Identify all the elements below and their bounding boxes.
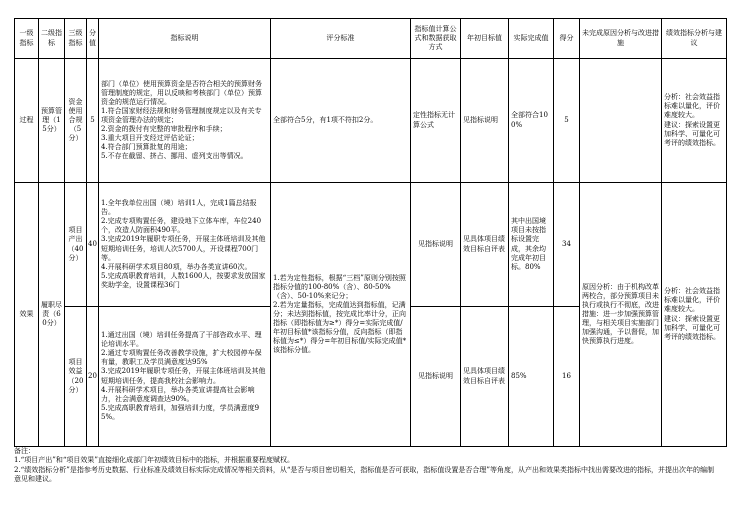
header-reason: 未完成原因分析与改进措施 — [580, 19, 662, 59]
header-level1: 一级指标 — [15, 19, 39, 59]
process-reason — [580, 59, 662, 183]
output-formula: 见指标说明 — [411, 183, 461, 307]
benefit-actual: 85% — [509, 307, 554, 447]
process-analysis: 分析：社会效益指标难以量化，评价难度较大。 建议：探索设置更加科学、可量化可考评的绩效指标。 — [662, 59, 727, 183]
header-analysis: 绩效指标分析与建议 — [662, 19, 727, 59]
header-got: 得分 — [554, 19, 580, 59]
benefit-level3: 项目效益（20分） — [65, 307, 87, 447]
header-row — [15, 19, 727, 59]
notes-line-1: 1.“项目产出”和“项目效果”直接细化成部门年初绩效目标中的指标，并根据重要程度赋权。 — [14, 456, 294, 465]
header-target: 年初目标值 — [461, 19, 509, 59]
effect-level1: 效果 — [15, 183, 39, 447]
process-desc: 部门（单位）使用预算资金是否符合相关的预算财务管理制度的规定，用以反映和考核部门（单位）预算资金的规范运行情况。 1.符合国家财经法规和财务管理制度规定以及有关专项资金管理办法的规定； 2.资金的拨付有完整的审批程序和手续； 3.重大项目开支经过评估论证； 4.符合部门预算批复的用途； 5.不存在截留、挤占、挪用、虚列支出等情况。 — [99, 59, 271, 183]
output-desc: 1.全年我单位出国（境）培训1人，完成1篇总结报告。 2.完成专项购置任务，建设地下立体车库，车位240个，改造人防面积490平。 3.完成2019年履职专项任务，开展主体班培训及其他短期培训任务，培训人次5700人，开设课程700门等。 4.开展科研学术项目80项，举办各类宣讲60次。 5.完成高职教育培训，人数1600人，按要求发放国家奖助学金，设置课程36门 — [99, 183, 271, 307]
output-target: 见具体项目绩效目标自评表 — [461, 183, 509, 307]
header-actual: 实际完成值 — [509, 19, 554, 59]
process-formula: 定性指标无计算公式 — [411, 59, 461, 183]
process-criteria: 全部符合5分，有1项不符扣2分。 — [271, 59, 411, 183]
process-got: 5 — [554, 59, 580, 183]
output-score: 40 — [87, 183, 99, 307]
process-level3: 资金使用合规（5分） — [65, 59, 87, 183]
header-formula: 指标值计算公式和数据获取方式 — [411, 19, 461, 59]
benefit-formula: 见指标说明 — [411, 307, 461, 447]
effect-criteria: 1.若为定性指标，根据“三档”原则分别按照指标分值的100-80%（含）、80-50%（含）、50-10%来记分； 2.若为定量指标，完成值达到指标值，记满分；未达到指标值，按完成比率计分，正向指标（即指标值为≥*）得分=实际完成值/年初目标值*该指标分值，反向指标（即指标值为≤*）得分=年初目标值/实际完成值*该指标分值。 — [271, 183, 411, 447]
process-actual: 全部符合100% — [509, 59, 554, 183]
output-actual: 其中出国境项目未按指标设置完成，其余均完成年初目标。80% — [509, 183, 554, 307]
process-level2: 预算管理（15分） — [39, 59, 65, 183]
output-level3: 项目产出（40分） — [65, 183, 87, 307]
notes-title: 备注： — [14, 447, 35, 455]
effect-level2: 履职尽责（60分） — [39, 183, 65, 447]
header-level2: 二级指标 — [39, 19, 65, 59]
notes-section — [14, 447, 718, 485]
header-level3: 三级指标 — [65, 19, 87, 59]
benefit-desc: 1.通过出国（境）培训任务提高了干部咨政水平、理论培训水平。 2.通过专项购置任务改善教学设施，扩大校园停车保有量，教职工及学员满意度达95% 3.完成2019年履职专项任务，开展主体班培训及其他短期培训任务，提高我校社会影响力。 4.开展科研学术项目，举办各类宣讲提高社会影响力，社会满意度调查达90%。 5.完成高职教育培训，加强培训力度，学员满意度95%。 — [99, 307, 271, 447]
process-score: 5 — [87, 59, 99, 183]
header-score: 分值 — [87, 19, 99, 59]
header-desc: 指标说明 — [99, 19, 271, 59]
performance-table — [14, 18, 727, 447]
process-level1: 过程 — [15, 59, 39, 183]
process-target: 见指标说明 — [461, 59, 509, 183]
notes-line-2: 2.“绩效指标分析”是指参考历史数据、行业标准及绩效目标实际完成情况等相关资料，从“是否与项目密切相关，指标值是否可获取，指标值设置是否合理”等角度，从产出和效果类指标中找出需要改进的指标，并提出次年的编制意见和建议。 — [14, 465, 714, 484]
benefit-got: 16 — [554, 307, 580, 447]
output-row — [15, 183, 727, 307]
process-row — [15, 59, 727, 183]
output-got: 34 — [554, 183, 580, 307]
benefit-target: 见具体项目绩效目标自评表 — [461, 307, 509, 447]
effect-reason: 原因分析：由于机构改革两校合，部分预算项目未执行或执行不彻底，改进措施：进一步加强预算管理，与相关项目实施部门加强沟通，予以督促，加快预算执行进度。 — [580, 183, 662, 447]
header-criteria: 评分标准 — [271, 19, 411, 59]
benefit-score: 20 — [87, 307, 99, 447]
effect-analysis: 分析：社会效益指标难以量化，评价难度较大。 建议：探索设置更加科学、可量化可考评的绩效指标。 — [662, 183, 727, 447]
